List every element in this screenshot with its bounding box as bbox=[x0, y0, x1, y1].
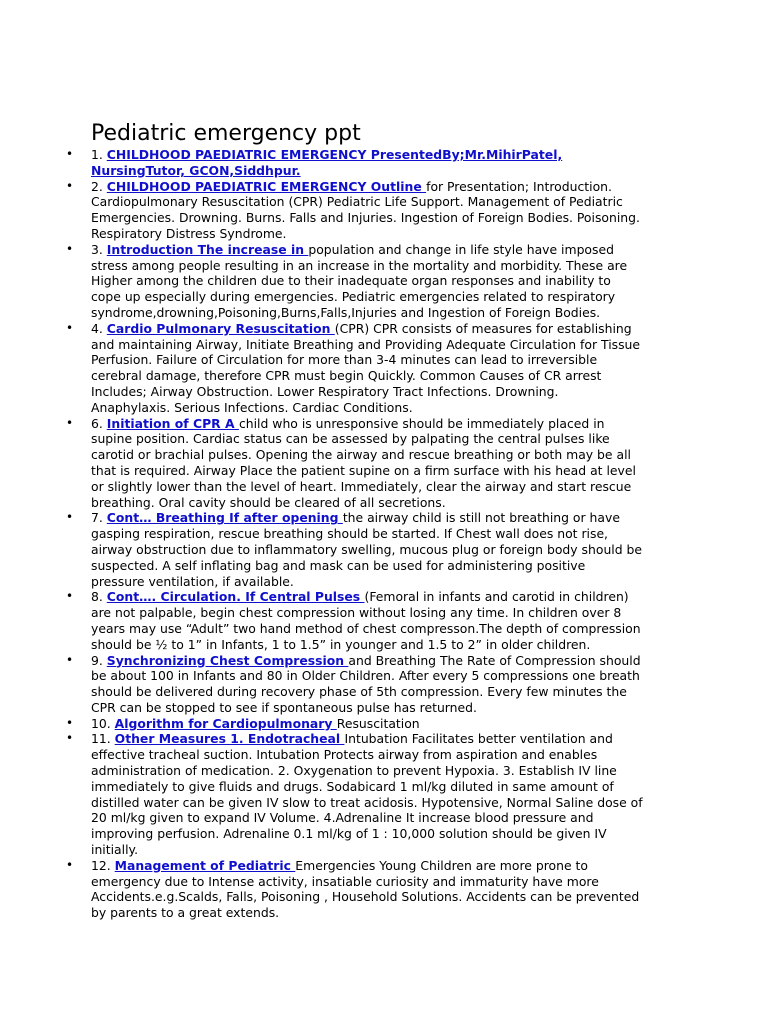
list-item bbox=[0, 731, 681, 857]
body-text: Anaphylaxis. Serious Infections. Cardiac Conditions. bbox=[91, 399, 413, 415]
body-text: (CPR) CPR consists of measures for establishing bbox=[334, 320, 632, 336]
body-text: suspected. A self inflating bag and mask can be used for administering positive bbox=[91, 557, 586, 573]
text-line bbox=[91, 400, 681, 416]
slide-link[interactable]: Initiation of CPR A bbox=[106, 415, 239, 431]
body-text: 9. bbox=[91, 652, 107, 668]
text-line bbox=[91, 637, 681, 653]
slide-link[interactable]: CHILDHOOD PAEDIATRIC EMERGENCY Outline bbox=[106, 178, 427, 194]
text-line bbox=[91, 510, 681, 526]
body-text: distilled water can be given IV slow to treat acidosis. Hypotensive, Normal Saline dose of bbox=[91, 794, 643, 810]
body-text: carotid or brachial pulses. Opening the airway and rescue breathing or both may be all bbox=[91, 447, 631, 463]
text-line bbox=[91, 163, 681, 179]
body-text: gasping respiration, rescue breathing should be started. If Chest wall does not rise, bbox=[91, 526, 608, 542]
slide-link[interactable]: Algorithm for Cardiopulmonary bbox=[114, 715, 337, 731]
text-line bbox=[91, 605, 681, 621]
bullet-icon: • bbox=[66, 857, 74, 872]
list-item bbox=[0, 147, 681, 179]
slide-link[interactable]: Cardio Pulmonary Resuscitation bbox=[106, 320, 335, 336]
text-line bbox=[91, 479, 681, 495]
text-line bbox=[91, 905, 681, 921]
text-line bbox=[91, 226, 681, 242]
text-line bbox=[91, 858, 681, 874]
body-text: airway obstruction due to inflammatory swelling, mucous plug or foreign body should be bbox=[91, 541, 643, 557]
body-text: years may use “Adult” two hand method of chest compresson.The depth of compression bbox=[91, 620, 641, 636]
slide-link[interactable]: Cont… Breathing If after opening bbox=[106, 510, 343, 526]
body-text: are not palpable, begin chest compression without losing any time. In children over 8 bbox=[91, 605, 622, 621]
body-text: Intubation Facilitates better ventilation and bbox=[344, 731, 613, 747]
body-text: child who is unresponsive should be immediately placed in bbox=[238, 415, 605, 431]
text-line bbox=[91, 589, 681, 605]
bullet-icon: • bbox=[66, 241, 74, 256]
body-text: Cardiopulmonary Resuscitation (CPR) Pediatric Life Support. Management of Pediatric bbox=[91, 194, 623, 210]
bullet-icon: • bbox=[66, 589, 74, 604]
text-line bbox=[91, 763, 681, 779]
text-line bbox=[91, 210, 681, 226]
bullet-icon: • bbox=[66, 652, 74, 667]
bullet-icon: • bbox=[66, 415, 74, 430]
body-text: improving perfusion. Adrenaline 0.1 ml/kg of 1 : 10,000 solution should be given IV bbox=[91, 826, 607, 842]
text-line bbox=[91, 700, 681, 716]
bullet-icon: • bbox=[66, 178, 74, 193]
text-line bbox=[91, 242, 681, 258]
text-line bbox=[91, 384, 681, 400]
text-line bbox=[91, 653, 681, 669]
text-line bbox=[91, 747, 681, 763]
body-text: Perfusion. Failure of Circulation for more than 3-4 minutes can lead to irreversible bbox=[91, 352, 598, 368]
bullet-icon: • bbox=[66, 147, 74, 161]
list-item bbox=[0, 416, 681, 511]
text-line bbox=[91, 321, 681, 337]
body-text: and maintaining Airway, Initiate Breathing and Providing Adequate Circulation for Tissue bbox=[91, 336, 641, 352]
body-text: (Femoral in infants and carotid in children) bbox=[364, 589, 629, 605]
body-text: 20 ml/kg given to expand IV Volume. 4.Adrenaline It increase blood pressure and bbox=[91, 810, 594, 826]
body-text: Emergencies. Drowning. Burns. Falls and Injuries. Ingestion of Foreign Bodies. Poisoning. bbox=[91, 210, 640, 226]
body-text: Accidents.e.g.Scalds, Falls, Poisoning , Household Solutions. Accidents can be prevented bbox=[91, 889, 640, 905]
body-text: 3. bbox=[91, 241, 107, 257]
text-line bbox=[91, 558, 681, 574]
body-text: cerebral damage, therefore CPR must begin Quickly. Common Causes of CR arrest bbox=[91, 368, 602, 384]
list-item bbox=[0, 653, 681, 716]
bullet-icon: • bbox=[66, 731, 74, 746]
slide-link[interactable]: Management of Pediatric bbox=[114, 857, 296, 873]
slide-link[interactable]: Cont…. Circulation. If Central Pulses bbox=[106, 589, 365, 605]
body-text: syndrome,drowning,Poisoning,Burns,Falls,Injuries and Ingestion of Foreign Bodies. bbox=[91, 304, 601, 320]
body-text: pressure ventilation, if available. bbox=[91, 573, 294, 589]
text-line bbox=[91, 779, 681, 795]
list-item bbox=[0, 510, 681, 589]
text-line bbox=[91, 147, 681, 163]
text-line bbox=[91, 731, 681, 747]
text-line bbox=[91, 431, 681, 447]
body-text: initially. bbox=[91, 842, 139, 858]
list-item bbox=[0, 716, 681, 732]
text-line bbox=[91, 305, 681, 321]
body-text: Higher among the children due to their inadequate organ responses and inability to bbox=[91, 273, 611, 289]
bullet-icon: • bbox=[66, 510, 74, 525]
text-line bbox=[91, 716, 681, 732]
text-line bbox=[91, 826, 681, 842]
list-item bbox=[0, 179, 681, 242]
text-line bbox=[91, 289, 681, 305]
text-line bbox=[91, 337, 681, 353]
body-text: 2. bbox=[91, 178, 107, 194]
body-text: 8. bbox=[91, 589, 107, 605]
list-item bbox=[0, 242, 681, 321]
body-text: 12. bbox=[91, 857, 115, 873]
body-text: 11. bbox=[91, 731, 115, 747]
list-item bbox=[0, 321, 681, 416]
text-line bbox=[91, 416, 681, 432]
text-line bbox=[91, 795, 681, 811]
body-text: should be ½ to 1” in Infants, 1 to 1.5” in younger and 1.5 to 2” in older children. bbox=[91, 636, 591, 652]
slide-link[interactable]: NursingTutor, GCON,Siddhpur. bbox=[91, 162, 301, 178]
page-title: Pediatric emergency ppt bbox=[91, 121, 361, 146]
body-text: 4. bbox=[91, 320, 107, 336]
body-text: 7. bbox=[91, 510, 107, 526]
slide-link[interactable]: CHILDHOOD PAEDIATRIC EMERGENCY PresentedBy;Mr.MihirPatel, bbox=[106, 147, 563, 162]
body-text: and Breathing The Rate of Compression should bbox=[348, 652, 641, 668]
body-text: 10. bbox=[91, 715, 115, 731]
text-line bbox=[91, 526, 681, 542]
slide-link[interactable]: Other Measures 1. Endotracheal bbox=[114, 731, 345, 747]
text-line bbox=[91, 621, 681, 637]
text-line bbox=[91, 179, 681, 195]
text-line bbox=[91, 542, 681, 558]
body-text: by parents to a great extends. bbox=[91, 905, 280, 921]
body-text: supine position. Cardiac status can be assessed by palpating the central pulses like bbox=[91, 431, 610, 447]
body-text: for Presentation; Introduction. bbox=[426, 178, 612, 194]
slide-link[interactable]: Introduction The increase in bbox=[106, 241, 309, 257]
text-line bbox=[91, 874, 681, 890]
body-text: 1. bbox=[91, 147, 107, 162]
text-line bbox=[91, 810, 681, 826]
body-text: should be delivered during recovery phase of 5th compression. Every few minutes the bbox=[91, 684, 627, 700]
bullet-icon: • bbox=[66, 715, 74, 730]
text-line bbox=[91, 447, 681, 463]
text-line bbox=[91, 194, 681, 210]
slide-link[interactable]: Synchronizing Chest Compression bbox=[106, 652, 349, 668]
bullet-list bbox=[0, 147, 768, 921]
text-line bbox=[91, 258, 681, 274]
text-line bbox=[91, 684, 681, 700]
text-line bbox=[91, 273, 681, 289]
body-text: Emergencies Young Children are more prone to bbox=[295, 857, 588, 873]
text-line bbox=[91, 368, 681, 384]
body-text: that is required. Airway Place the patient supine on a firm surface with his head at level bbox=[91, 462, 636, 478]
list-item bbox=[0, 589, 681, 652]
body-text: effective tracheal suction. Intubation Protects airway from aspiration and enables bbox=[91, 747, 598, 763]
body-text: Includes; Airway Obstruction. Lower Respiratory Tract Infections. Drowning. bbox=[91, 383, 559, 399]
body-text: CPR can be stopped to see if spontaneous pulse has returned. bbox=[91, 699, 477, 715]
body-text: population and change in life style have imposed bbox=[308, 241, 614, 257]
body-text: 6. bbox=[91, 415, 107, 431]
text-line bbox=[91, 668, 681, 684]
body-text: breathing. Oral cavity should be cleared of all secretions. bbox=[91, 494, 446, 510]
body-text: Resuscitation bbox=[336, 715, 420, 731]
body-text: stress among people resulting in an increase in the mortality and morbidity. These are bbox=[91, 257, 628, 273]
text-line bbox=[91, 463, 681, 479]
bullet-icon: • bbox=[66, 320, 74, 335]
body-text: or slightly lower than the level of heart. Immediately, clear the airway and start rescue bbox=[91, 478, 632, 494]
body-text: the airway child is still not breathing or have bbox=[342, 510, 620, 526]
text-line bbox=[91, 842, 681, 858]
text-line bbox=[91, 889, 681, 905]
body-text: immediately to give fluids and drugs. Sodabicard 1 ml/kg diluted in same amount of bbox=[91, 778, 614, 794]
body-text: be about 100 in Infants and 80 in Older Children. After every 5 compressions one breath bbox=[91, 668, 640, 684]
body-text: Respiratory Distress Syndrome. bbox=[91, 225, 287, 241]
text-line bbox=[91, 352, 681, 368]
body-text: emergency due to Intense activity, insatiable curiosity and immaturity have more bbox=[91, 873, 599, 889]
text-line bbox=[91, 495, 681, 511]
text-line bbox=[91, 574, 681, 590]
list-item bbox=[0, 858, 681, 921]
body-text: cope up especially during emergencies. Pediatric emergencies related to respiratory bbox=[91, 289, 616, 305]
body-text: administration of medication. 2. Oxygenation to prevent Hypoxia. 3. Establish IV line bbox=[91, 763, 617, 779]
